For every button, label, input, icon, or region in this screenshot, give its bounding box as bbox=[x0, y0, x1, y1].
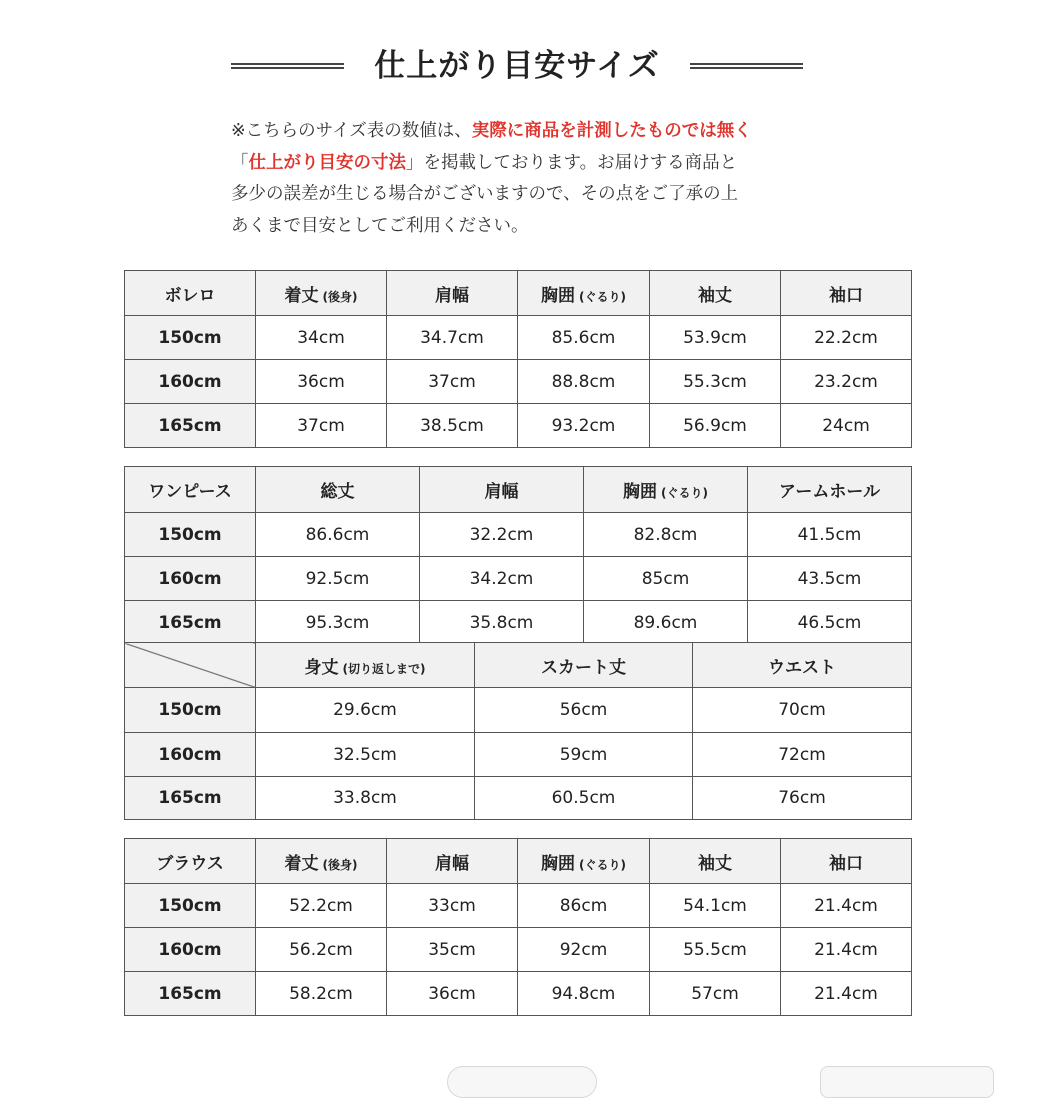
table-row bbox=[125, 404, 912, 448]
table-row bbox=[125, 972, 912, 1016]
bottom-pill-button[interactable] bbox=[447, 1066, 597, 1098]
table-cell: 52.2cm bbox=[256, 884, 387, 928]
size-label: 150cm bbox=[125, 513, 256, 557]
table-cell: 34.7cm bbox=[387, 316, 518, 360]
table-cell: 55.3cm bbox=[650, 360, 781, 404]
table-cell: 33cm bbox=[387, 884, 518, 928]
table-row bbox=[125, 513, 912, 557]
table-header-row bbox=[125, 271, 912, 316]
size-label: 165cm bbox=[125, 404, 256, 448]
table-cell: 23.2cm bbox=[781, 360, 912, 404]
table-cell: 56.9cm bbox=[650, 404, 781, 448]
header-cell: 肩幅 bbox=[387, 839, 518, 884]
table-row bbox=[125, 928, 912, 972]
table-cell: 34.2cm bbox=[420, 557, 584, 601]
header-cell: ボレロ bbox=[125, 271, 256, 316]
header-cell: 胸囲 (ぐるり) bbox=[518, 839, 650, 884]
table-cell: 33.8cm bbox=[256, 777, 475, 820]
header-cell: 総丈 bbox=[256, 467, 420, 513]
table-cell: 53.9cm bbox=[650, 316, 781, 360]
table-cell: 58.2cm bbox=[256, 972, 387, 1016]
size-label: 165cm bbox=[125, 777, 256, 820]
table-cell: 92.5cm bbox=[256, 557, 420, 601]
notice-line-2: 「仕上がり目安の寸法」を掲載しております。お届けする商品と bbox=[231, 152, 738, 173]
table-row bbox=[125, 884, 912, 928]
table-cell: 41.5cm bbox=[748, 513, 912, 557]
table-cell: 93.2cm bbox=[518, 404, 650, 448]
table-cell: 32.5cm bbox=[256, 733, 475, 777]
table-cell: 46.5cm bbox=[748, 601, 912, 645]
table-cell: 94.8cm bbox=[518, 972, 650, 1016]
table-cell: 34cm bbox=[256, 316, 387, 360]
table-cell: 43.5cm bbox=[748, 557, 912, 601]
header-cell: 着丈 (後身) bbox=[256, 839, 387, 884]
size-label: 150cm bbox=[125, 688, 256, 733]
table-cell: 59cm bbox=[475, 733, 693, 777]
table-cell: 38.5cm bbox=[387, 404, 518, 448]
table-cell: 21.4cm bbox=[781, 884, 912, 928]
table-cell: 60.5cm bbox=[475, 777, 693, 820]
table-cell: 36cm bbox=[387, 972, 518, 1016]
table-cell: 56cm bbox=[475, 688, 693, 733]
header-cell: ワンピース bbox=[125, 467, 256, 513]
table-cell: 86cm bbox=[518, 884, 650, 928]
size-label: 160cm bbox=[125, 928, 256, 972]
size-label: 160cm bbox=[125, 557, 256, 601]
size-label: 150cm bbox=[125, 316, 256, 360]
table-cell: 86.6cm bbox=[256, 513, 420, 557]
table-cell: 82.8cm bbox=[584, 513, 748, 557]
table-cell: 55.5cm bbox=[650, 928, 781, 972]
title-rule-right bbox=[690, 63, 803, 69]
table-cell: 89.6cm bbox=[584, 601, 748, 645]
size-label: 165cm bbox=[125, 601, 256, 645]
table-cell: 76cm bbox=[693, 777, 912, 820]
table-row bbox=[125, 733, 912, 777]
table-cell: 24cm bbox=[781, 404, 912, 448]
bottom-rect-button[interactable] bbox=[820, 1066, 994, 1098]
table-cell: 36cm bbox=[256, 360, 387, 404]
table-row bbox=[125, 316, 912, 360]
header-cell: 着丈 (後身) bbox=[256, 271, 387, 316]
header-cell: 袖口 bbox=[781, 271, 912, 316]
table-cell: 37cm bbox=[387, 360, 518, 404]
table-cell: 29.6cm bbox=[256, 688, 475, 733]
size-notice bbox=[231, 116, 831, 242]
notice-line-3: 多少の誤差が生じる場合がございますので、その点をご了承の上 bbox=[231, 184, 739, 204]
table-cell: 70cm bbox=[693, 688, 912, 733]
table-row bbox=[125, 777, 912, 820]
header-cell: 肩幅 bbox=[420, 467, 584, 513]
header-cell: 袖丈 bbox=[650, 839, 781, 884]
table-header-row bbox=[125, 643, 912, 688]
table-cell: 21.4cm bbox=[781, 972, 912, 1016]
table-cell: 21.4cm bbox=[781, 928, 912, 972]
table-cell: 85.6cm bbox=[518, 316, 650, 360]
table-cell: 56.2cm bbox=[256, 928, 387, 972]
header-cell: アームホール bbox=[748, 467, 912, 513]
onepiece-size-table bbox=[124, 466, 912, 645]
header-cell: 胸囲 (ぐるり) bbox=[518, 271, 650, 316]
table-cell: 54.1cm bbox=[650, 884, 781, 928]
table-cell: 72cm bbox=[693, 733, 912, 777]
table-cell: 85cm bbox=[584, 557, 748, 601]
table-cell: 22.2cm bbox=[781, 316, 912, 360]
header-cell: 肩幅 bbox=[387, 271, 518, 316]
page-title-block bbox=[0, 44, 1038, 94]
header-cell: 袖丈 bbox=[650, 271, 781, 316]
bolero-size-table bbox=[124, 270, 912, 448]
table-cell: 35.8cm bbox=[420, 601, 584, 645]
table-row bbox=[125, 601, 912, 645]
table-row bbox=[125, 557, 912, 601]
header-cell: 身丈 (切り返しまで) bbox=[256, 643, 475, 688]
onepiece-size-table-2 bbox=[124, 642, 912, 820]
header-cell: ブラウス bbox=[125, 839, 256, 884]
table-row bbox=[125, 360, 912, 404]
title-rule-left bbox=[231, 63, 344, 69]
size-label: 150cm bbox=[125, 884, 256, 928]
table-cell: 37cm bbox=[256, 404, 387, 448]
table-cell: 35cm bbox=[387, 928, 518, 972]
size-label: 160cm bbox=[125, 733, 256, 777]
header-cell: ウエスト bbox=[693, 643, 912, 688]
table-header-row bbox=[125, 467, 912, 513]
header-cell: 胸囲 (ぐるり) bbox=[584, 467, 748, 513]
blouse-size-table bbox=[124, 838, 912, 1016]
table-cell: 57cm bbox=[650, 972, 781, 1016]
table-cell: 88.8cm bbox=[518, 360, 650, 404]
notice-line-1: ※こちらのサイズ表の数値は、実際に商品を計測したものでは無く bbox=[231, 121, 752, 141]
size-label: 165cm bbox=[125, 972, 256, 1016]
table-cell: 95.3cm bbox=[256, 601, 420, 645]
table-cell: 32.2cm bbox=[420, 513, 584, 557]
header-cell: 袖口 bbox=[781, 839, 912, 884]
page-title: 仕上がり目安サイズ bbox=[374, 48, 660, 84]
table-row bbox=[125, 688, 912, 733]
table-cell: 92cm bbox=[518, 928, 650, 972]
header-cell: スカート丈 bbox=[475, 643, 693, 688]
diagonal-corner-cell bbox=[125, 643, 256, 688]
notice-line-4: あくまで目安としてご利用ください。 bbox=[231, 215, 529, 236]
size-label: 160cm bbox=[125, 360, 256, 404]
table-header-row bbox=[125, 839, 912, 884]
